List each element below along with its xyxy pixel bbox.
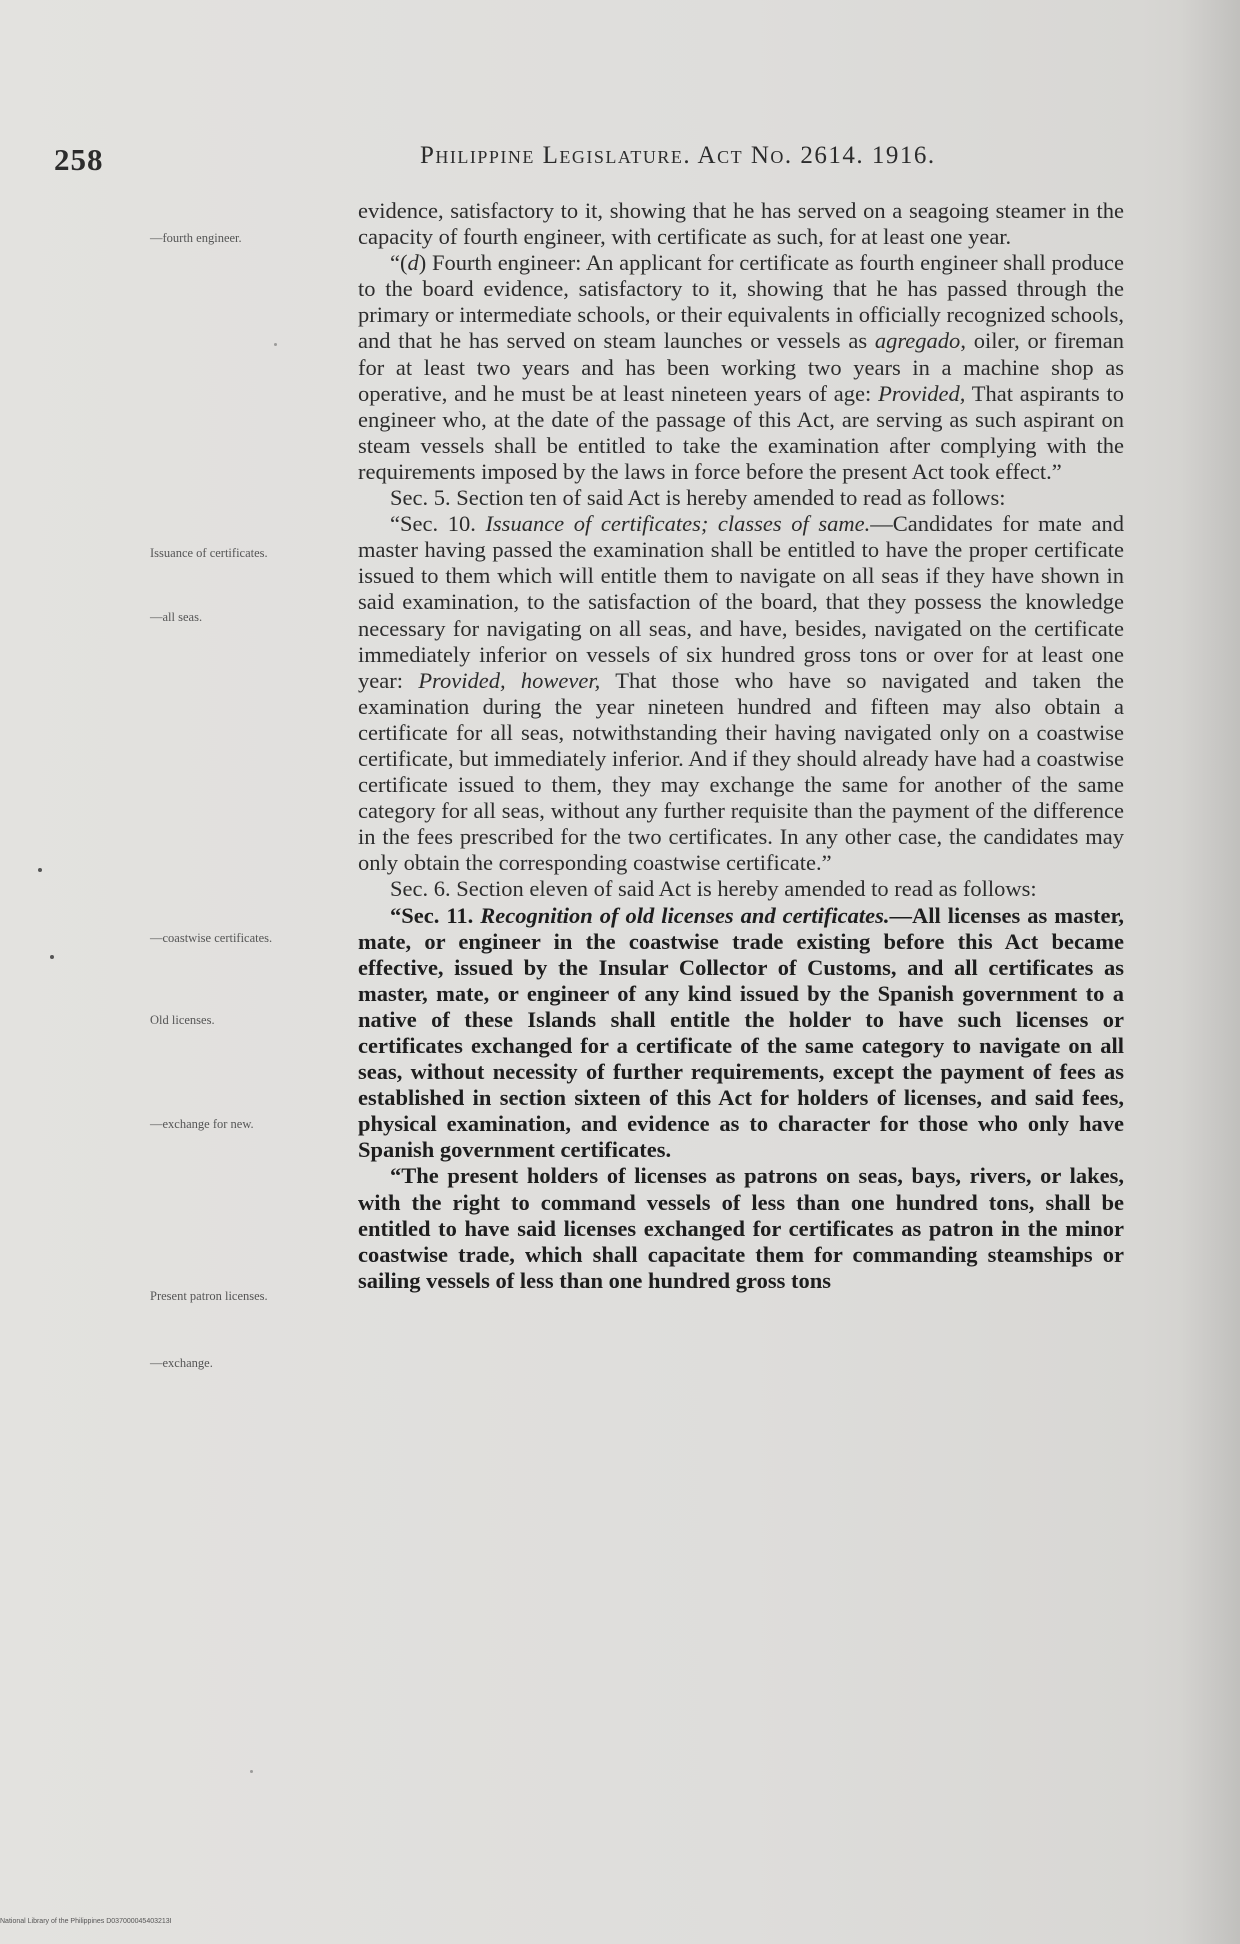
margin-note-old-licenses: Old licenses. <box>150 1013 215 1027</box>
italic-term: agregado <box>874 328 961 354</box>
scan-speck <box>50 955 54 959</box>
paragraph-continuation: evidence, satisfactory to it, showing that he has served on a seagoing steamer in the capacity of fourth engineer, with certificate as such, for at least one year. <box>358 198 1124 250</box>
paragraph-sec-6: Sec. 6. Section eleven of said Act is hereby amended to read as follows: <box>390 876 1037 902</box>
page-number: 258 <box>54 142 104 177</box>
scan-credit: National Library of the Philippines D037000045403213I <box>0 1918 172 1925</box>
margin-note-exchange-for-new: —exchange for new. <box>150 1117 254 1131</box>
paragraph-patron-licenses: “The present holders of licenses as patrons on seas, bays, rivers, or lakes, with the right to command vessels of less than one hundred tons, shall be entitled to have said licenses exchanged for certificates as patron in the minor coastwise trade, which shall capacitate them for commanding steamships or sailing vessels of less than one hundred gross tons <box>358 1163 1124 1293</box>
italic-letter: d <box>407 250 419 276</box>
text-segment: —Candidates for mate and master having passed the examination shall be entitled to have the proper certificate issued to them which will entitle them to navigate on all seas if they have shown in said examination, to the satisfaction of the board, that they possess the knowledge necessary for navigating on all seas, and have, besides, navigated on the certificate immediately inferior on vessels of six hundred gross tons or over for at least one year: <box>358 511 1124 693</box>
paragraph-sec-11 <box>358 903 1124 1164</box>
margin-note-present-patron: Present patron licenses. <box>150 1289 268 1303</box>
text-segment: That aspirants to engineer who, at the date of the passage of this Act, are serving as such aspirant on steam vessels shall be entitled to take the examination after complying with the requirements imposed by the laws in force before the present Act took effect.” <box>358 380 1124 484</box>
scan-speck <box>274 343 277 346</box>
running-head: Philippine Legislature. Act No. 2614. 1916. <box>420 142 936 169</box>
margin-note-fourth-engineer: —fourth engineer. <box>150 231 242 245</box>
text-segment: “Sec. 11. <box>390 902 481 928</box>
scan-speck <box>38 868 42 872</box>
text-segment: , oiler, or fireman for at least two years and has been working two years in a machine shop as operative, and he must be at least nineteen years of age: <box>358 328 1124 406</box>
paragraph-sec-10 <box>358 511 1124 876</box>
paragraph-fourth-engineer <box>358 250 1124 485</box>
section-title: Issuance of certificates; classes of same. <box>485 511 871 537</box>
text-segment: —All licenses as master, mate, or engineer in the coastwise trade existing before this Act became effective, issued by the Insular Collector of Customs, and all certificates as master, mate, or engineer of any kind issued by the Spanish government to a native of these Islands shall entitle the holder to have such licenses or certificates exchanged for a certificate of the same category to navigate on all seas, without necessity of further requirements, except the payment of fees as established in section sixteen of this Act for holders of licenses, and said fees, physical examination, and evidence as to character for those who only have Spanish government certificates. <box>358 902 1124 1163</box>
italic-proviso: Provided, however, <box>418 667 601 693</box>
page-edge-shadow <box>1180 0 1240 1944</box>
margin-note-all-seas: —all seas. <box>150 610 203 624</box>
margin-note-issuance: Issuance of certificates. <box>150 546 268 560</box>
italic-proviso: Provided, <box>878 380 966 406</box>
section-title: Recognition of old licenses and certificates. <box>480 902 890 928</box>
text-segment: “Sec. 10. <box>390 511 486 537</box>
paragraph-sec-5: Sec. 5. Section ten of said Act is hereby amended to read as follows: <box>390 485 1006 511</box>
main-text <box>358 198 1124 1294</box>
text-segment: “( <box>390 250 408 276</box>
text-segment: That those who have so navigated and taken the examination during the year nineteen hundred and fifteen may also obtain a certificate for all seas, notwithstanding their having navigated only on a coastwise certificate, but immediately inferior. And if they should already have had a coastwise certificate issued to them, they may exchange the same for another of the same category for all seas, without any further requisite than the payment of the difference in the fees prescribed for the two certificates. In any other case, the candidates may only obtain the corresponding coastwise certificate.” <box>358 667 1125 876</box>
margin-note-exchange: —exchange. <box>150 1356 213 1370</box>
margin-note-coastwise: —coastwise certificates. <box>150 931 273 945</box>
text-segment: ) Fourth engineer: An applicant for certificate as fourth engineer shall produce to the board evidence, satisfactory to it, showing that he has passed through the primary or intermediate schools, or their equivalents in officially recognized schools, and that he has served on steam launches or vessels as <box>358 250 1124 354</box>
scan-speck <box>250 1770 253 1773</box>
